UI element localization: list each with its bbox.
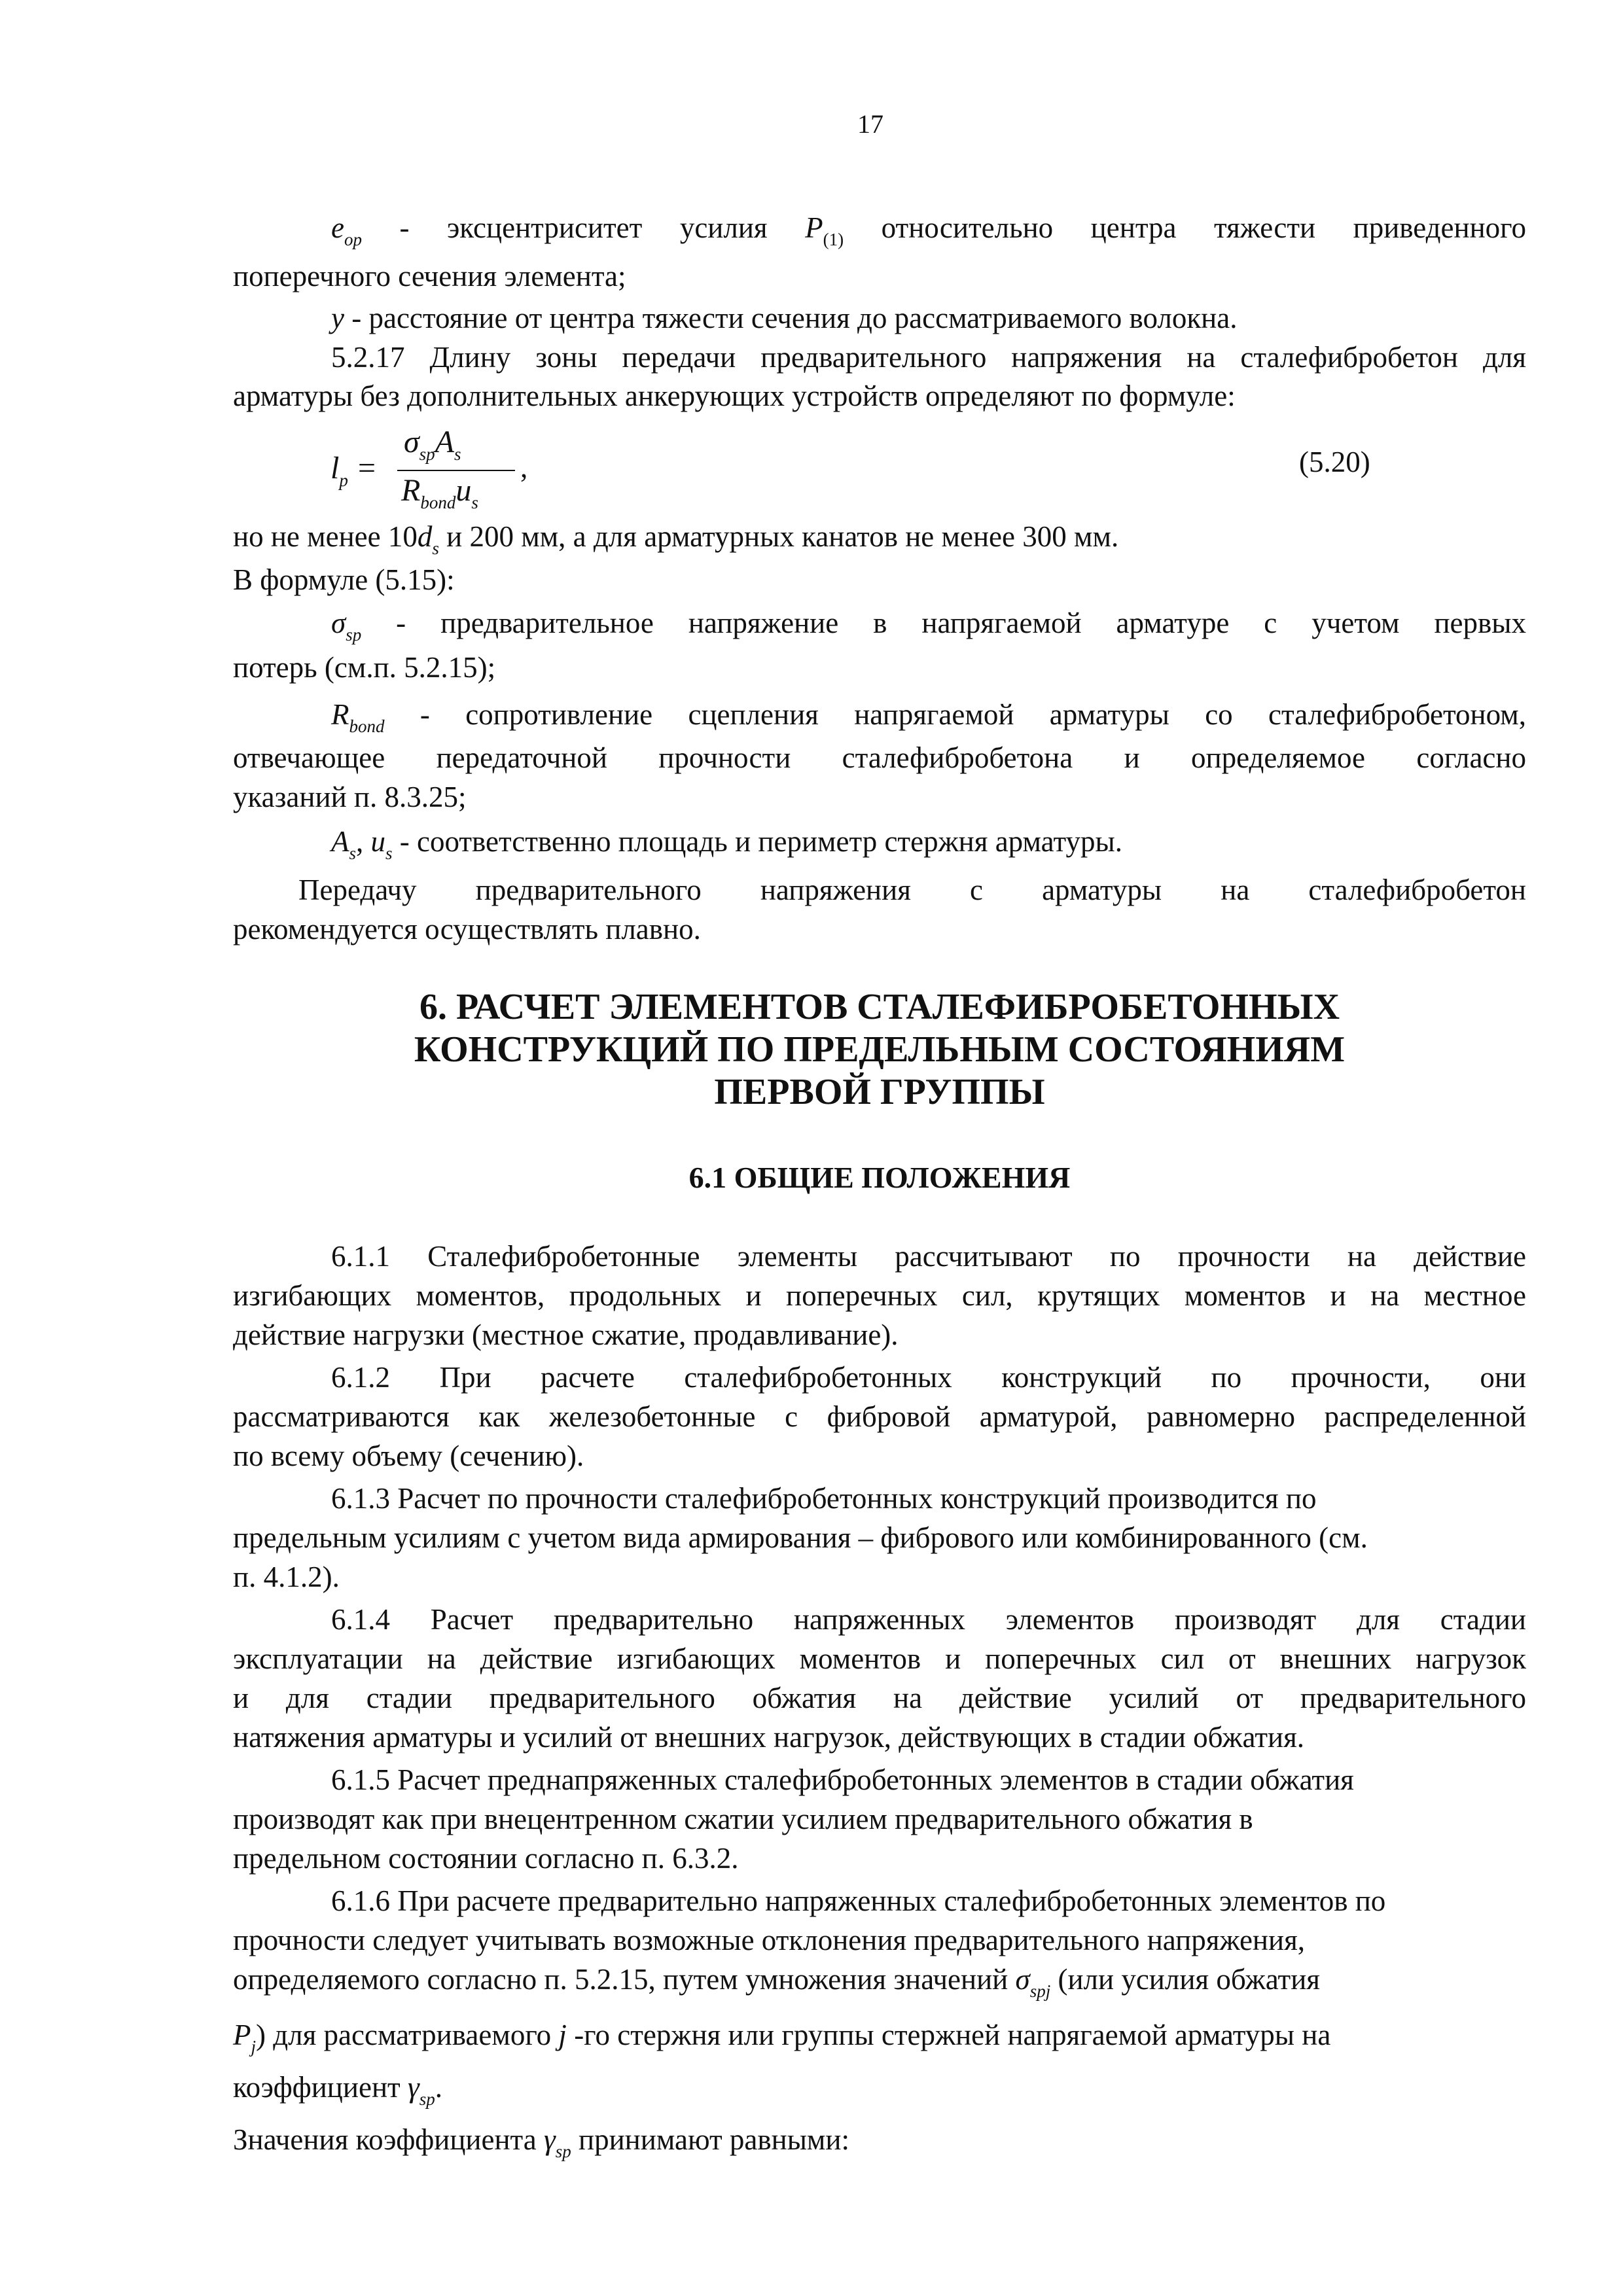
text-line: Значения коэффициента $\gamma_{sp}$ принимают равными:	[233, 2123, 849, 2161]
text-line: Передачу предварительного напряжения с арматуры на сталефибробетон	[298, 874, 1526, 906]
text-line: $\sigma_{sp}$ - предварительное напряжение в напрягаемой арматуре с учетом первых	[331, 607, 1526, 645]
text-line: 6.1.2 При расчете сталефибробетонных конструкций по прочности, они	[331, 1361, 1526, 1394]
text-line: В формуле (5.15):	[233, 563, 455, 596]
text-line: 6.1.6 При расчете предварительно напряженных сталефибробетонных элементов по	[331, 1884, 1386, 1917]
text-line: $P_j$) для рассматриваемого j -го стержня или группы стержней напрягаемой арматуры на	[233, 2019, 1331, 2057]
section-title: 6. РАСЧЕТ ЭЛЕМЕНТОВ СТАЛЕФИБРОБЕТОННЫХ	[419, 987, 1340, 1027]
text-line: предельном состоянии согласно п. 6.3.2.	[233, 1842, 739, 1875]
text-line: п. 4.1.2).	[233, 1561, 340, 1593]
section-title: ПЕРВОЙ ГРУППЫ	[714, 1072, 1045, 1112]
text-line: 6.1.5 Расчет преднапряженных сталефибробетонных элементов в стадии обжатия	[331, 1763, 1354, 1796]
text-line: производят как при внецентренном сжатии усилием предварительного обжатия в	[233, 1803, 1253, 1835]
text-line: 5.2.17 Длину зоны передачи предварительного напряжения на сталефибробетон для	[331, 341, 1526, 374]
text-line: коэффициент $\gamma_{sp}$.	[233, 2071, 442, 2109]
text-line: отвечающее передаточной прочности сталефибробетона и определяемое согласно	[233, 741, 1526, 774]
variable-e-op: $e_{op}$	[331, 211, 362, 249]
text-line: по всему объему (сечению).	[233, 1439, 584, 1472]
section-title: КОНСТРУКЦИЙ ПО ПРЕДЕЛЬНЫМ СОСТОЯНИЯМ	[414, 1029, 1346, 1070]
text-line: $e_{op}$ - эксцентриситет усилия $P_{(1)}$ относительно центра тяжести приведенного	[331, 211, 1527, 249]
text-line: потерь (см.п. 5.2.15);	[233, 651, 496, 684]
text-line: эксплуатации на действие изгибающих моментов и поперечных сил от внешних нагрузок	[233, 1642, 1526, 1675]
text-line: рассматриваются как железобетонные с фибровой арматурой, равномерно распределенной	[233, 1400, 1526, 1433]
text-line: изгибающих моментов, продольных и поперечных сил, крутящих моментов и на местное	[233, 1279, 1526, 1312]
text-line: предельным усилиям с учетом вида армирования – фибрового или комбинированного (см.	[233, 1521, 1368, 1554]
text-line: определяемого согласно п. 5.2.15, путем умножения значений $\sigma_{spj}$ (или усилия обжатия	[233, 1963, 1320, 2001]
text-line: поперечного сечения элемента;	[233, 260, 626, 292]
text-line: 6.1.3 Расчет по прочности сталефибробетонных конструкций производится по	[331, 1482, 1317, 1515]
variable-p1: $P_{(1)}$	[805, 211, 844, 249]
text-line: прочности следует учитывать возможные отклонения предварительного напряжения,	[233, 1924, 1306, 1956]
variable-y: y	[331, 302, 344, 334]
subsection-title: 6.1 ОБЩИЕ ПОЛОЖЕНИЯ	[688, 1161, 1071, 1194]
variable-sigma-sp: $\sigma_{sp}$	[331, 607, 362, 645]
text-line: и для стадии предварительного обжатия на действие усилий от предварительного	[233, 1682, 1526, 1714]
text-line: указаний п. 8.3.25;	[233, 781, 467, 813]
equation-number: (5.20)	[1299, 446, 1370, 478]
text-line: 6.1.1 Сталефибробетонные элементы рассчитывают по прочности на действие	[331, 1240, 1526, 1273]
variable-r-bond: $R_{bond}$	[331, 698, 385, 736]
text-line: $A_s$, $u_s$ - соответственно площадь и периметр стержня арматуры.	[331, 825, 1123, 863]
text-line: рекомендуется осуществлять плавно.	[233, 913, 701, 945]
fraction-bar	[397, 470, 515, 471]
text-line: но не менее $10d_s$ и 200 мм, а для арматурных канатов не менее 300 мм.	[233, 520, 1119, 558]
formula-5-20: $l_p$ = $\sigma_{sp}A_s$ $R_{bond}u_s$ ,	[330, 425, 528, 512]
page-number: 17	[857, 109, 883, 139]
text-line: y - расстояние от центра тяжести сечения до рассматриваемого волокна.	[331, 302, 1238, 334]
text-line: арматуры без дополнительных анкерующих устройств определяют по формуле:	[233, 380, 1236, 412]
text-line: действие нагрузки (местное сжатие, продавливание).	[233, 1318, 899, 1351]
text-line: 6.1.4 Расчет предварительно напряженных элементов производят для стадии	[331, 1603, 1526, 1636]
text-line: натяжения арматуры и усилий от внешних нагрузок, действующих в стадии обжатия.	[233, 1721, 1305, 1754]
text-line: $R_{bond}$ - сопротивление сцепления напрягаемой арматуры со сталефибробетоном,	[331, 698, 1527, 736]
